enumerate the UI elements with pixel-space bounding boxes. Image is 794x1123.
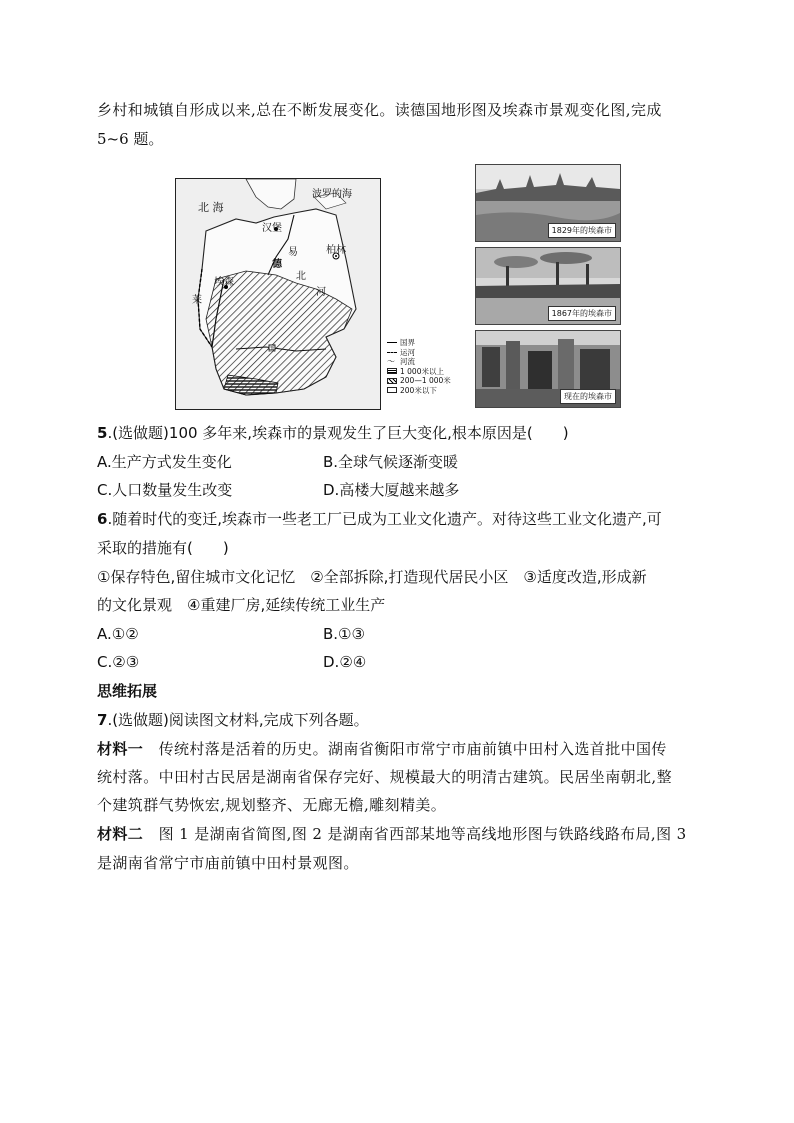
legend-canal <box>387 348 457 358</box>
photo-essen-now <box>475 330 621 408</box>
material-1-line-1 <box>97 738 697 760</box>
label-baltic-sea: 波罗的海 <box>312 189 352 200</box>
question-5-stem: .(选做题)100 多年来,埃森市的景观发生了巨大变化,根本原因是( ) <box>107 424 569 442</box>
question-5 <box>97 422 697 444</box>
material-1-label: 材料一 <box>97 740 144 758</box>
material-1-line-2: 统村落。中田村古民居是湖南省保存完好、规模最大的明清古建筑。民居坐南朝北,整 <box>97 768 672 786</box>
q5-option-a[interactable]: A.生产方式发生变化 <box>97 453 232 471</box>
photo-1867-caption: 1867年的埃森市 <box>548 306 616 321</box>
label-elbe: 易 <box>288 247 298 258</box>
question-5-number: 5 <box>97 424 108 442</box>
question-7 <box>97 709 697 731</box>
photo-essen-1829 <box>475 164 621 242</box>
germany-topographic-map <box>175 178 381 410</box>
material-2-text-1: 图 1 是湖南省简图,图 2 是湖南省西部某地等高线地形图与铁路线路布局,图 3 <box>143 825 687 843</box>
material-2-label: 材料二 <box>97 825 144 843</box>
photo-now-caption: 现在的埃森市 <box>560 389 616 404</box>
material-2-line-2: 是湖南省常宁市庙前镇中田村景观图。 <box>97 854 359 872</box>
label-north: 北 <box>296 271 306 282</box>
question-6-stem-2: 采取的措施有( ) <box>97 539 229 557</box>
legend-river <box>387 357 457 367</box>
high-swatch <box>387 368 397 374</box>
label-hamburg: 汉堡 <box>262 223 282 234</box>
question-6-items-1: ①保存特色,留住城市文化记忆 ②全部拆除,打造现代居民小区 ③适度改造,形成新 <box>97 568 647 586</box>
label-country: 国 <box>268 344 276 353</box>
legend-mid <box>387 376 457 386</box>
label-rhine: 莱 <box>192 295 202 306</box>
low-swatch <box>387 387 397 393</box>
q5-option-d[interactable]: D.高楼大厦越来越多 <box>323 481 460 499</box>
map-legend <box>387 338 457 395</box>
legend-canal-label: 运河 <box>400 347 415 357</box>
q5-option-c[interactable]: C.人口数量发生改变 <box>97 481 233 499</box>
legend-high <box>387 367 457 377</box>
q5-option-b[interactable]: B.全球气候逐渐变暖 <box>323 453 459 471</box>
question-6 <box>97 508 697 530</box>
intro-line-2: 5~6 题。 <box>97 130 164 148</box>
q6-option-d[interactable]: D.②④ <box>323 653 367 671</box>
mid-swatch <box>387 378 397 384</box>
material-1-line-3: 个建筑群气势恢宏,规划整齐、无廊无檐,雕刻精美。 <box>97 796 447 814</box>
photo-essen-1867 <box>475 247 621 325</box>
label-river: 河 <box>316 287 326 298</box>
photo-1829-caption: 1829年的埃森市 <box>548 223 616 238</box>
question-6-number: 6 <box>97 510 108 528</box>
question-7-stem: .(选做题)阅读图文材料,完成下列各题。 <box>107 711 369 729</box>
label-essen: 埃森 <box>214 277 234 288</box>
intro-line-1: 乡村和城镇自形成以来,总在不断发展变化。读德国地形图及埃森市景观变化图,完成 <box>97 101 662 119</box>
q6-option-a[interactable]: A.①② <box>97 625 139 643</box>
legend-border-label: 国界 <box>400 338 415 347</box>
legend-high-label: 1 000米以上 <box>400 366 444 376</box>
figure-area <box>175 178 620 410</box>
legend-low <box>387 386 457 396</box>
canal-line-icon <box>387 352 397 353</box>
section-title: 思维拓展 <box>97 682 158 700</box>
q6-option-c[interactable]: C.②③ <box>97 653 140 671</box>
label-north-sea: 北 海 <box>198 201 224 214</box>
legend-mid-label: 200—1 000米 <box>400 376 451 385</box>
label-berlin: 柏林 <box>326 245 346 256</box>
border-line-icon <box>387 342 397 343</box>
legend-river-label: 河流 <box>400 357 415 366</box>
legend-low-label: 200米以下 <box>400 385 437 395</box>
river-line-icon: 〜 <box>387 356 395 366</box>
material-2-line-1 <box>97 823 697 845</box>
label-de: 德 <box>272 259 282 270</box>
q6-option-b[interactable]: B.①③ <box>323 625 365 643</box>
legend-border <box>387 338 457 348</box>
question-6-stem-1: .随着时代的变迁,埃森市一些老工厂已成为工业文化遗产。对待这些工业文化遗产,可 <box>107 510 662 528</box>
material-1-text-1: 传统村落是活着的历史。湖南省衡阳市常宁市庙前镇中田村入选首批中国传 <box>143 740 667 758</box>
question-6-items-2: 的文化景观 ④重建厂房,延续传统工业生产 <box>97 596 386 614</box>
question-7-number: 7 <box>97 711 108 729</box>
